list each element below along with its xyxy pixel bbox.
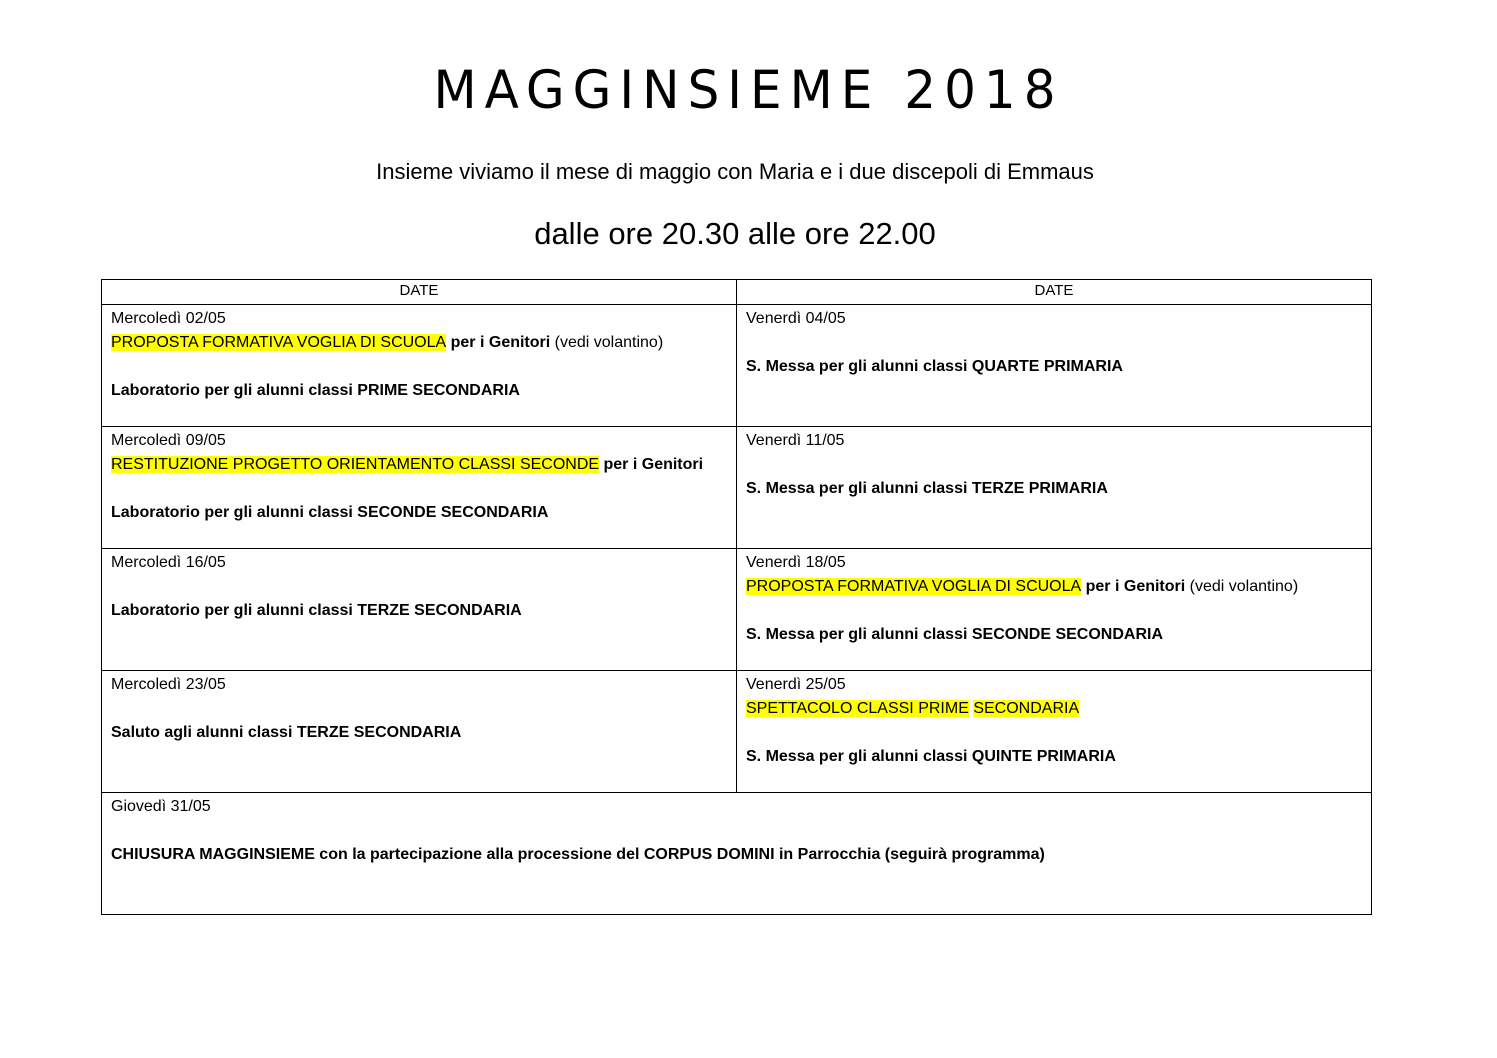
schedule-cell-friday [737, 549, 1372, 671]
cell-spacer [111, 477, 727, 501]
event-audience: per i Genitori [446, 334, 551, 351]
table-row [102, 793, 1372, 915]
table-row [102, 427, 1372, 549]
highlighted-event-text: RESTITUZIONE PROGETTO ORIENTAMENTO CLASSI SECONDE [111, 456, 600, 473]
cell-date: Mercoledì 02/05 [111, 310, 226, 327]
cell-activity: Saluto agli alunni classi TERZE SECONDARIA [111, 724, 462, 741]
cell-date: Mercoledì 16/05 [111, 554, 226, 571]
cell-activity: S. Messa per gli alunni classi QUINTE PRIMARIA [746, 748, 1116, 765]
column-header-date-left: DATE [102, 280, 737, 305]
page-subtitle: Insieme viviamo il mese di maggio con Maria e i due discepoli di Emmaus [376, 159, 1094, 184]
event-note: (vedi volantino) [550, 334, 664, 351]
event-audience: per i Genitori [1081, 578, 1186, 595]
schedule-cell-wednesday [102, 671, 737, 793]
event-note: (vedi volantino) [1185, 578, 1299, 595]
highlighted-event-text: SECONDARIA [973, 700, 1080, 717]
event-audience: per i Genitori [599, 456, 704, 473]
schedule-cell-wednesday [102, 549, 737, 671]
cell-spacer [111, 697, 727, 721]
cell-date: Mercoledì 23/05 [111, 676, 226, 693]
cell-date: Venerdì 18/05 [746, 554, 846, 571]
cell-date: Venerdì 11/05 [746, 432, 845, 449]
page-title: MAGGINSIEME 2018 [433, 59, 1064, 121]
cell-spacer [746, 599, 1362, 623]
table-row [102, 305, 1372, 427]
cell-event [746, 697, 1362, 721]
schedule-cell-thursday [102, 793, 1372, 915]
schedule-cell-wednesday [102, 305, 737, 427]
cell-activity: Laboratorio per gli alunni classi SECONDE SECONDARIA [111, 504, 549, 521]
highlighted-event-text: PROPOSTA FORMATIVA VOGLIA DI SCUOLA [746, 578, 1082, 595]
cell-activity: S. Messa per gli alunni classi TERZE PRIMARIA [746, 480, 1108, 497]
table-row [102, 671, 1372, 793]
cell-activity: Laboratorio per gli alunni classi PRIME SECONDARIA [111, 382, 520, 399]
cell-activity: S. Messa per gli alunni classi QUARTE PRIMARIA [746, 358, 1123, 375]
cell-activity: S. Messa per gli alunni classi SECONDE SECONDARIA [746, 626, 1163, 643]
schedule-cell-friday [737, 305, 1372, 427]
cell-spacer [111, 575, 727, 599]
cell-event [111, 453, 727, 477]
cell-spacer [111, 819, 1362, 843]
cell-event [111, 331, 727, 355]
event-hours: dalle ore 20.30 alle ore 22.00 [534, 216, 936, 251]
table-row [102, 549, 1372, 671]
highlighted-event-text: SPETTACOLO CLASSI PRIME [746, 700, 969, 717]
cell-spacer [746, 721, 1362, 745]
schedule-cell-friday [737, 427, 1372, 549]
cell-date: Giovedì 31/05 [111, 798, 211, 815]
cell-activity: CHIUSURA MAGGINSIEME con la partecipazione alla processione del CORPUS DOMINI in Parrocchia (seguirà programma) [111, 846, 1045, 863]
cell-date: Mercoledì 09/05 [111, 432, 226, 449]
cell-date: Venerdì 04/05 [746, 310, 846, 327]
column-header-date-right: DATE [737, 280, 1372, 305]
cell-spacer [111, 355, 727, 379]
cell-event [746, 575, 1362, 599]
cell-spacer [746, 453, 1362, 477]
schedule-cell-wednesday [102, 427, 737, 549]
highlighted-event-text: PROPOSTA FORMATIVA VOGLIA DI SCUOLA [111, 334, 447, 351]
cell-date: Venerdì 25/05 [746, 676, 846, 693]
table-header-row [102, 280, 1372, 305]
cell-spacer [746, 331, 1362, 355]
cell-activity: Laboratorio per gli alunni classi TERZE SECONDARIA [111, 602, 522, 619]
schedule-cell-friday [737, 671, 1372, 793]
schedule-table [101, 279, 1372, 915]
